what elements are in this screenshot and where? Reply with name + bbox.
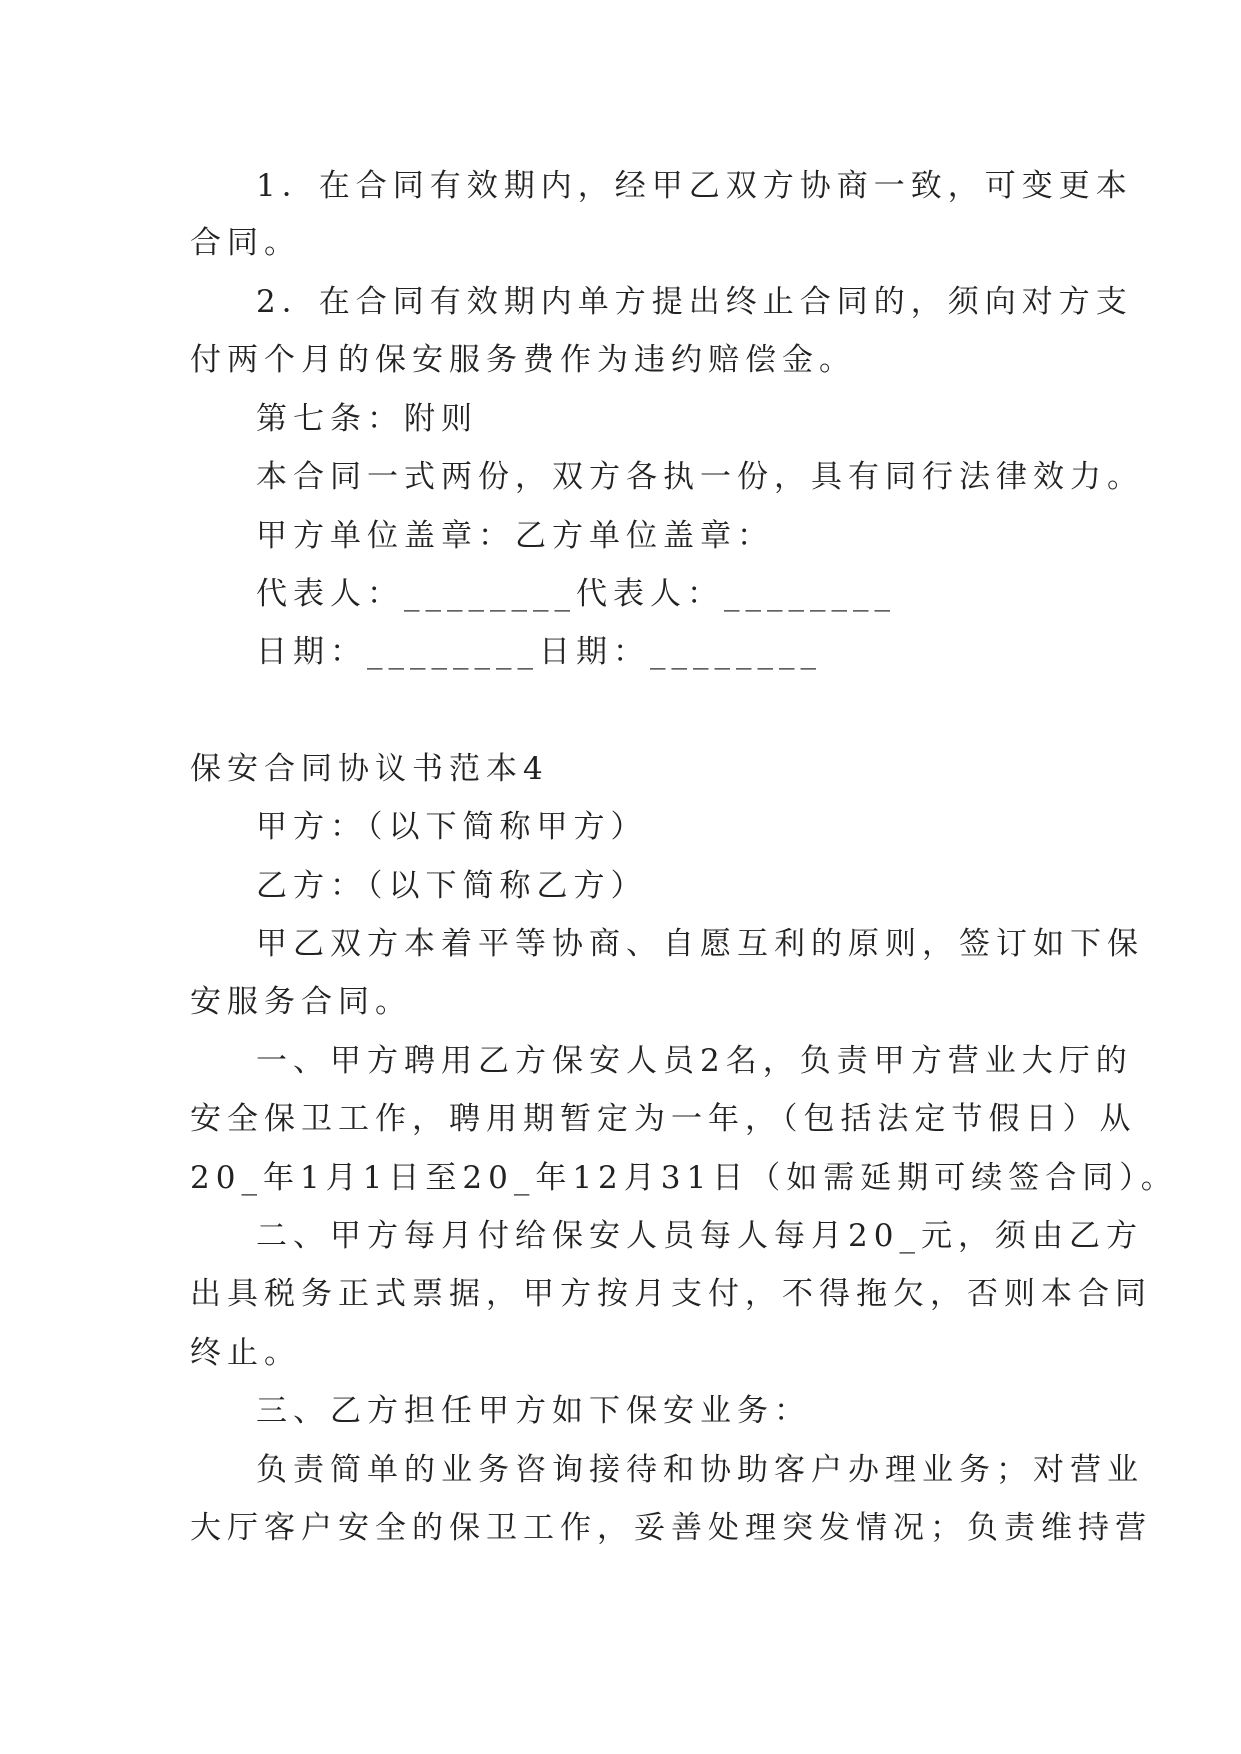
text-line: 终止。 <box>190 1335 301 1371</box>
text-line: 安服务合同。 <box>190 984 412 1020</box>
document-title: 保安合同协议书范本4 <box>190 751 549 787</box>
signature-line: 甲方单位盖章：乙方单位盖章： <box>256 518 774 554</box>
text-line: 一、甲方聘用乙方保安人员2名，负责甲方营业大厅的 <box>256 1043 1133 1079</box>
text-line: 三、乙方担任甲方如下保安业务： <box>256 1393 811 1429</box>
date-line: 日期：________日期：________ <box>256 634 822 670</box>
text-line: 出具税务正式票据，甲方按月支付，不得拖欠，否则本合同 <box>190 1276 1152 1312</box>
text-line: 负责简单的业务咨询接待和协助客户办理业务；对营业 <box>256 1452 1144 1488</box>
section-heading: 第七条：附则 <box>256 401 478 437</box>
text-line: 合同。 <box>190 225 301 261</box>
signature-line: 代表人：________代表人：________ <box>256 576 896 612</box>
text-line: 1．在合同有效期内，经甲乙双方协商一致，可变更本 <box>256 168 1133 204</box>
text-line: 甲乙双方本着平等协商、自愿互利的原则，签订如下保 <box>256 926 1144 962</box>
text-line: 本合同一式两份，双方各执一份，具有同行法律效力。 <box>256 459 1144 495</box>
text-line: 安全保卫工作，聘用期暂定为一年，（包括法定节假日）从 <box>190 1101 1137 1137</box>
text-line: 20_年1月1日至20_年12月31日（如需延期可续签合同）。 <box>190 1160 1178 1196</box>
text-line: 2．在合同有效期内单方提出终止合同的，须向对方支 <box>256 284 1133 320</box>
text-line: 二、甲方每月付给保安人员每人每月20_元，须由乙方 <box>256 1218 1143 1254</box>
party-line: 乙方：（以下简称乙方） <box>256 868 648 904</box>
text-line: 大厅客户安全的保卫工作，妥善处理突发情况；负责维持营 <box>190 1510 1152 1546</box>
text-line: 付两个月的保安服务费作为违约赔偿金。 <box>190 342 856 378</box>
party-line: 甲方：（以下简称甲方） <box>256 809 648 845</box>
